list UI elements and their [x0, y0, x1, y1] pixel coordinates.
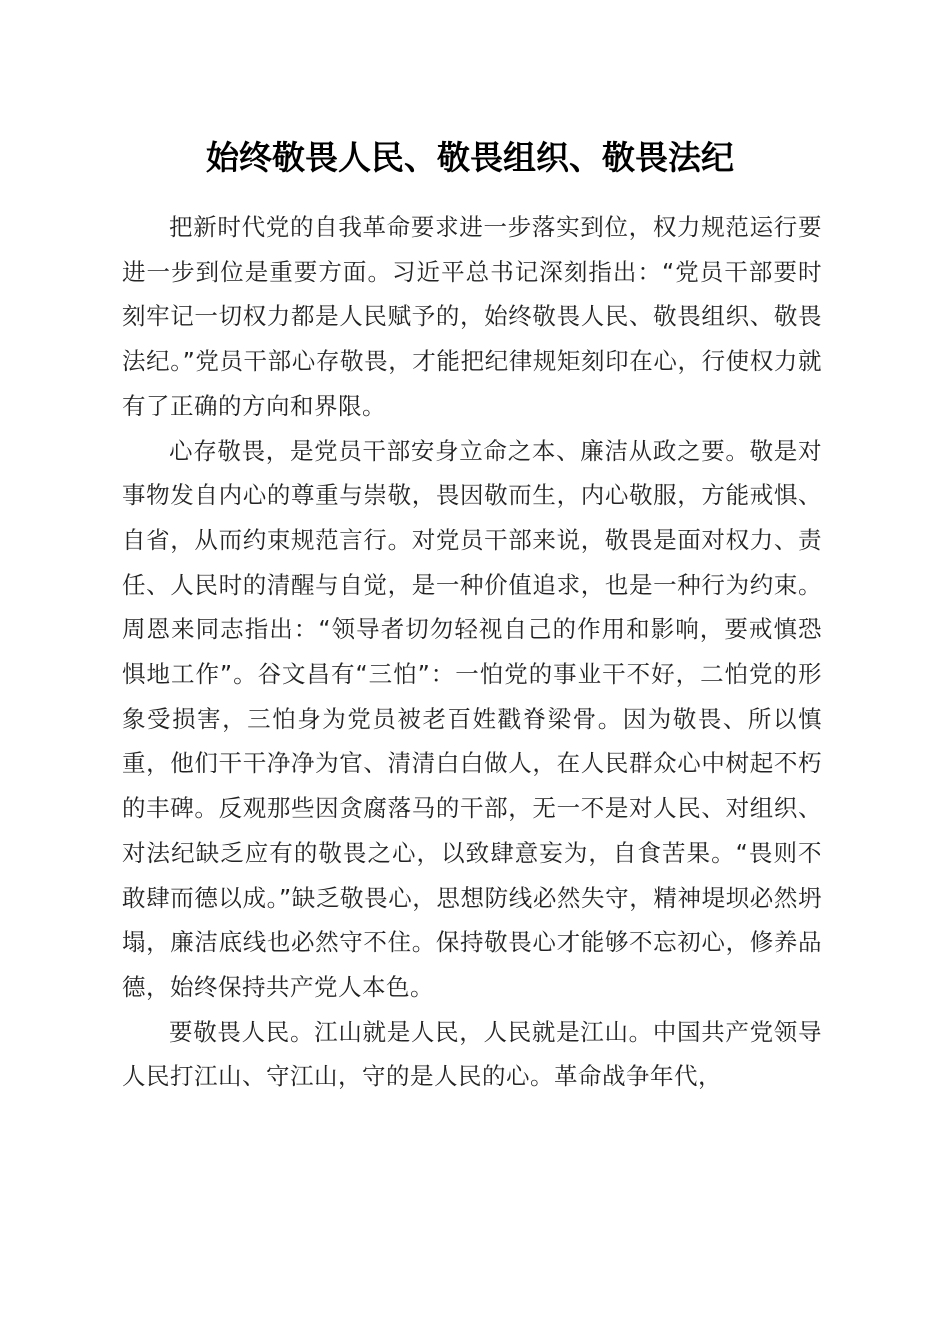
document-body — [122, 205, 822, 1099]
paragraph-3: 要敬畏人民。江山就是人民，人民就是江山。中国共产党领导人民打江山、守江山，守的是人民的心。革命战争年代， — [122, 1017, 822, 1091]
paragraph-2: 心存敬畏，是党员干部安身立命之本、廉洁从政之要。敬是对事物发自内心的尊重与崇敬，畏因敬而生，内心敬服，方能戒惧、自省，从而约束规范言行。对党员干部来说，敬畏是面对权力、责任、人民时的清醒与自觉，是一种价值追求，也是一种行为约束。周恩来同志指出：“领导者切勿轻视自己的作用和影响，要戒慎恐惧地工作”。谷文昌有“三怕”：一怕党的事业干不好，二怕党的形象受损害，三怕身为党员被老百姓戳脊梁骨。因为敬畏、所以慎重，他们干干净净为官、清清白白做人，在人民群众心中树起不朽的丰碑。反观那些因贪腐落马的干部，无一不是对人民、对组织、对法纪缺乏应有的敬畏之心，以致肆意妄为，自食苦果。“畏则不敢肆而德以成。”缺乏敬畏心，思想防线必然失守，精神堤坝必然坍塌，廉洁底线也必然守不住。保持敬畏心才能够不忘初心，修养品德，始终保持共产党人本色。 — [122, 436, 822, 1001]
document-title: 始终敬畏人民、敬畏组织、敬畏法纪 — [206, 138, 734, 177]
paragraph-1: 把新时代党的自我革命要求进一步落实到位，权力规范运行要进一步到位是重要方面。习近平总书记深刻指出：“党员干部要时刻牢记一切权力都是人民赋予的，始终敬畏人民、敬畏组织、敬畏法纪。”党员干部心存敬畏，才能把纪律规矩刻印在心，行使权力就有了正确的方向和界限。 — [122, 213, 822, 420]
